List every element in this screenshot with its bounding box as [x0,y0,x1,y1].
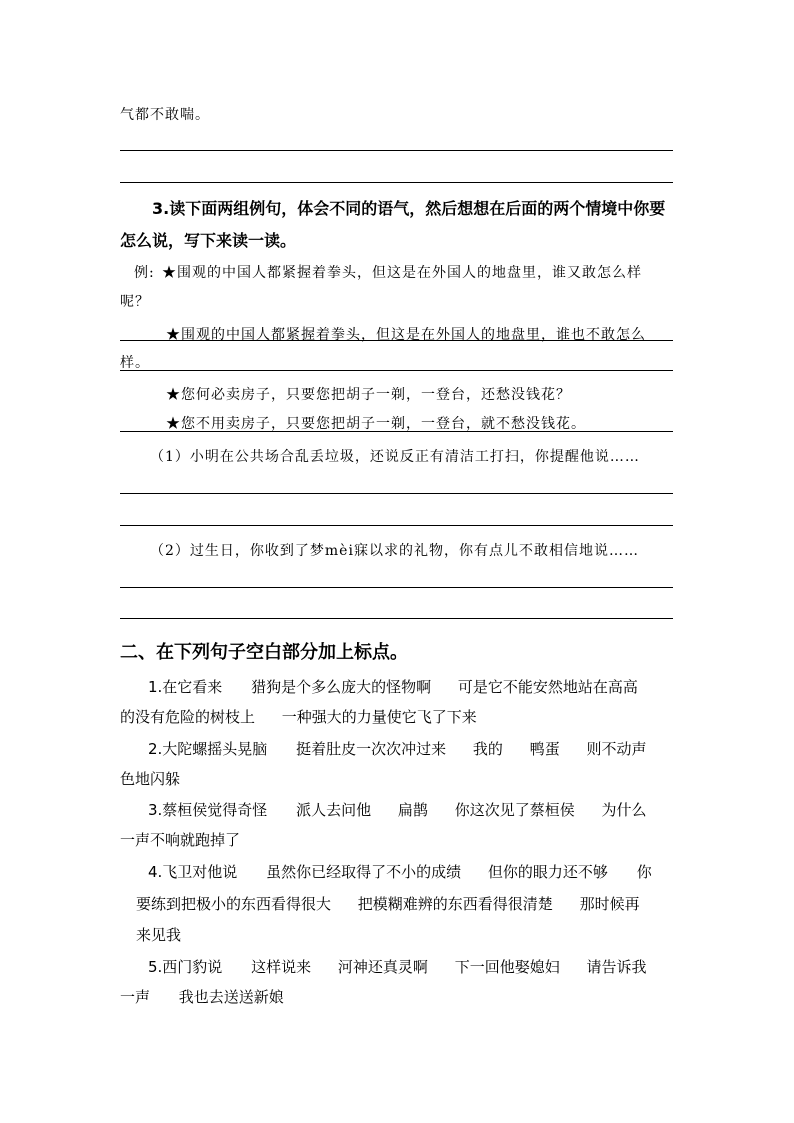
example2-sentence-b: ★您不用卖房子，只要您把胡子一剃，一登台，就不愁没钱花。 [166,416,586,432]
phrase: 那时候再 [579,895,640,913]
phrase: 你这次见了蔡桓侯 [454,801,575,819]
phrase: 5.西门豹说 [148,958,223,976]
underline [120,340,673,341]
punctuation-item-2-line1 [148,738,647,759]
q3-instruction-line2: 怎么说，写下来读一读。 [120,231,297,250]
punctuation-item-3-line1 [148,799,647,820]
example1-sentence-b-line1: ★围观的中国人都紧握着拳头，但这是在外国人的地盘里，谁也不敢怎么 [166,327,646,343]
phrase: 但你的眼力还不够 [487,863,608,881]
phrase: 派人去问他 [296,801,372,819]
phrase: 虽然你已经取得了不小的成绩 [266,863,462,881]
phrase: 挺着肚皮一次次冲过来 [296,740,447,758]
example1-sentence-a-line1: ★围观的中国人都紧握着拳头，但这是在外国人的地盘里，谁又敢怎么样 [162,265,642,281]
phrase: 请告诉我 [586,958,647,976]
continued-text: 气都不敢喘。 [120,107,210,123]
answer-line [120,618,673,619]
underline [120,370,673,371]
phrase: 1.在它看来 [148,678,223,696]
phrase: 要练到把极小的东西看得很大 [136,895,332,913]
phrase: 猎狗是个多么庞大的怪物啊 [251,678,432,696]
phrase: 4.飞卫对他说 [148,863,238,881]
phrase: 你 [636,863,652,881]
example1-sentence-b-line2: 样。 [120,355,150,371]
phrase: 扁鹊 [397,801,428,819]
phrase: 把模糊难辨的东西看得很清楚 [357,895,553,913]
phrase: 鸭蛋 [529,740,560,758]
underline [120,431,673,432]
phrase: 下一回他娶媳妇 [454,958,560,976]
phrase: 河神还真灵啊 [337,958,428,976]
answer-line [120,150,673,151]
answer-line [120,493,673,494]
phrase: 这样说来 [251,958,312,976]
answer-line [120,525,673,526]
example-label: 例: [134,265,155,281]
punctuation-item-1-line2 [120,706,477,727]
phrase: 我也去送送新娘 [178,988,284,1006]
punctuation-item-3-line2: 一声不响就跑掉了 [120,831,241,849]
phrase: 2.大陀螺摇头晃脑 [148,740,268,758]
phrase: 可是它不能安然地站在高高 [457,678,638,696]
answer-line [120,587,673,588]
phrase: 3.蔡桓侯觉得奇怪 [148,801,268,819]
example2-sentence-a: ★您何必卖房子，只要您把胡子一剃，一登台，还愁没钱花？ [166,387,571,403]
punctuation-item-5-line1 [148,956,647,977]
answer-line [120,182,673,183]
phrase: 则不动声 [586,740,647,758]
phrase: 一声 [120,988,151,1006]
phrase: 我的 [472,740,503,758]
q3-instruction-line1: 3.读下面两组例句，体会不同的语气，然后想想在后面的两个情境中你要 [152,199,666,218]
punctuation-item-4-line2 [136,893,640,914]
punctuation-item-1-line1 [148,676,638,697]
punctuation-item-4-line3: 来见我 [136,926,182,944]
phrase: 的没有危险的树枝上 [120,708,256,726]
situation-2: （2）过生日，你收到了梦mèi寐以求的礼物，你有点儿不敢相信地说…… [150,543,639,559]
punctuation-item-4-line1 [148,861,652,882]
phrase: 为什么 [601,801,647,819]
example1-sentence-a-line2: 呢？ [120,294,150,310]
punctuation-item-2-line2: 色地闪躲 [120,770,181,788]
punctuation-item-5-line2 [120,986,284,1007]
section-title: 二、在下列句子空白部分加上标点。 [120,642,408,663]
situation-1: （1）小明在公共场合乱丢垃圾，还说反正有清洁工打扫，你提醒他说…… [150,449,640,465]
phrase: 一种强大的力量使它飞了下来 [281,708,477,726]
